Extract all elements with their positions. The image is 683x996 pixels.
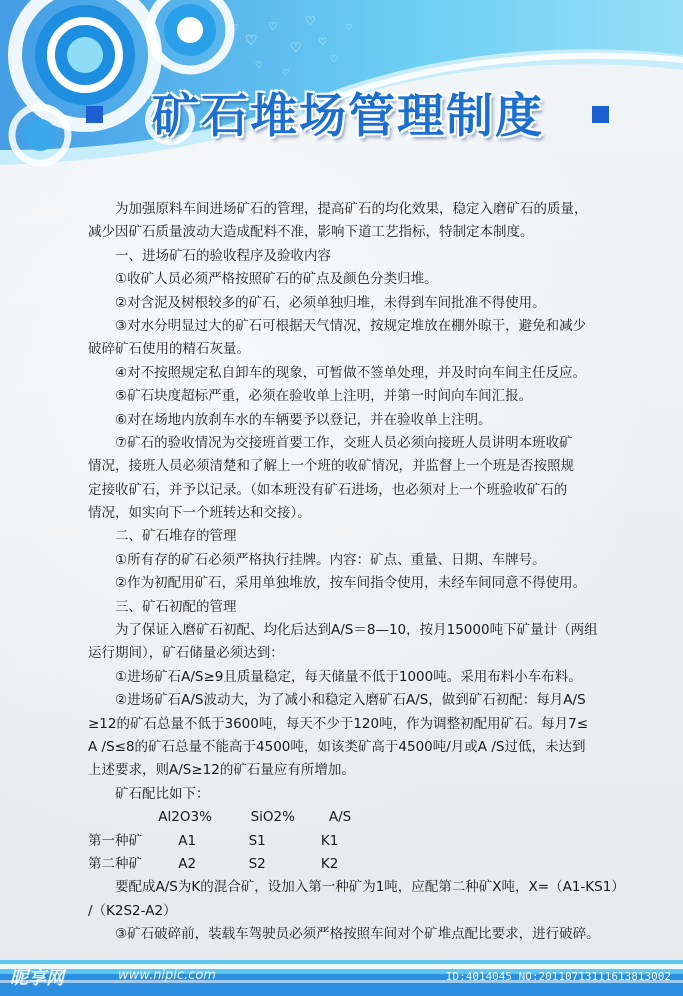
text-line: ≥12的矿石总量不低于3600吨，每天不少于120吨，作为调整初配用矿石。每月7≤: [88, 715, 589, 732]
ratio-table-row: [88, 853, 634, 876]
text-line: 上述要求，则A/S≥12的矿石量应有所增加。: [88, 762, 355, 779]
text-line: 减少因矿石质量波动大造成配料不准，影响下道工艺指标，特制定本制度。: [88, 224, 534, 241]
page-title: 矿石堆场管理制度: [152, 89, 544, 144]
text-line: 破碎矿石使用的精石灰量。: [88, 341, 250, 358]
svg-text:♡: ♡: [318, 37, 327, 48]
text-line: ④对不按照规定私自卸车的现象，可暂做不签单处理，并及时向车间主任反应。: [88, 364, 587, 381]
svg-text:♡: ♡: [245, 33, 258, 49]
svg-text:♡: ♡: [268, 20, 278, 33]
text-line: 为了保证入磨矿石初配、均化后达到A/S＝8—10，按月15000吨下矿量计（两组: [88, 622, 598, 639]
text-line: ⑥对在场地内放刹车水的车辆要予以登记，并在验收单上注明。: [88, 411, 492, 428]
text-line: ①收矿人员必须严格按照矿石的矿点及颜色分类归堆。: [88, 271, 438, 288]
text-line: 运行期间），矿石储量必须达到：: [88, 645, 284, 662]
text-line: 为加强原料车间进场矿石的管理，提高矿石的均化效果，稳定入磨矿石的质量，: [88, 201, 588, 217]
ratio-cell: K1: [320, 832, 339, 849]
watermark-brand: 昵享网: [10, 968, 64, 989]
square-bullet-icon: [86, 106, 103, 123]
ratio-col-header: A/S: [328, 809, 352, 826]
text-line: A /S≤8的矿石总量不能高于4500吨，如该类矿高于4500吨/月或A /S过低，未达到: [88, 738, 586, 755]
square-bullet-icon: [592, 106, 609, 123]
text-line: 定接收矿石，并予以记录。（如本班没有矿石进场，也必须对上一个班验收矿石的: [88, 481, 568, 498]
watermark-url: www.nipic.com: [118, 968, 216, 983]
section-heading: 一、进场矿石的验收程序及验收内容: [88, 247, 331, 264]
text-line: ②作为初配用矿石，采用单独堆放，按车间指令使用，未经车间同意不得使用。: [88, 575, 587, 592]
svg-text:♡: ♡: [282, 68, 290, 77]
text-line: 矿石配比如下：: [88, 785, 210, 802]
regulation-body: [88, 198, 634, 948]
watermark-bar: [0, 966, 683, 988]
ratio-cell: S1: [248, 832, 266, 849]
text-line: ③矿石破碎前，装载车驾驶员必须严格按照车间对个矿堆点配比要求，进行破碎。: [88, 926, 600, 943]
text-line: ②进场矿石A/S波动大，为了减小和稳定入磨矿石A/S，做到矿石初配：每月A/S: [88, 692, 586, 709]
text-line: ⑦矿石的验收情况为交接班首要工作，交班人员必须向接班人员讲明本班收矿: [88, 434, 573, 451]
svg-text:♡: ♡: [255, 61, 264, 71]
title-row: [0, 82, 683, 152]
text-line: ②对含泥及树根较多的矿石，必须单独归堆，未得到车间批准不得使用。: [88, 294, 546, 311]
svg-text:♡: ♡: [345, 23, 353, 32]
ratio-row-label: 第二种矿: [88, 855, 142, 872]
ratio-col-header: SiO2%: [250, 809, 295, 826]
ratio-cell: K2: [320, 855, 339, 872]
text-line: ⑤矿石块度超标严重，必须在验收单上注明，并第一时间向车间汇报。: [88, 388, 533, 405]
text-line: 情况，如实向下一个班转达和交接）。: [88, 505, 311, 522]
section-heading: 二、矿石堆存的管理: [88, 528, 237, 545]
text-line: ①进场矿石A/S≥9且质量稳定，每天储量不低于1000吨。采用布料小车布料。: [88, 668, 582, 685]
ratio-row-label: 第一种矿: [88, 832, 142, 849]
svg-text:♡: ♡: [330, 55, 339, 65]
ratio-col-header: Al2O3%: [158, 809, 212, 826]
svg-text:♡: ♡: [290, 41, 302, 56]
watermark-id: ID:4014045 NO:20110713111613813002: [445, 970, 671, 983]
text-line: 情况，接班人员必须清楚和了解上一个班的收矿情况，并监督上一个班是否按照规: [88, 458, 574, 475]
ratio-table-row: [88, 830, 634, 853]
ratio-cell: A2: [178, 855, 197, 872]
ratio-cell: S2: [248, 855, 266, 872]
text-line: ①所有存的矿石必须严格执行挂牌。内容：矿点、重量、日期、车牌号。: [88, 551, 546, 568]
section-heading: 三、矿石初配的管理: [88, 598, 237, 615]
ratio-table-header: [88, 806, 634, 829]
svg-text:♡: ♡: [232, 23, 240, 32]
ratio-cell: A1: [178, 832, 197, 849]
text-line: ③对水分明显过大的矿石可根据天气情况，按规定堆放在棚外晾干，避免和减少: [88, 317, 587, 334]
svg-text:♡: ♡: [305, 14, 316, 28]
text-line: /（K2S2-A2）: [88, 902, 177, 919]
text-line: 要配成A/S为K的混合矿，设加入第一种矿为1吨，应配第二种矿X吨，X=（A1-KS1）: [88, 879, 625, 896]
